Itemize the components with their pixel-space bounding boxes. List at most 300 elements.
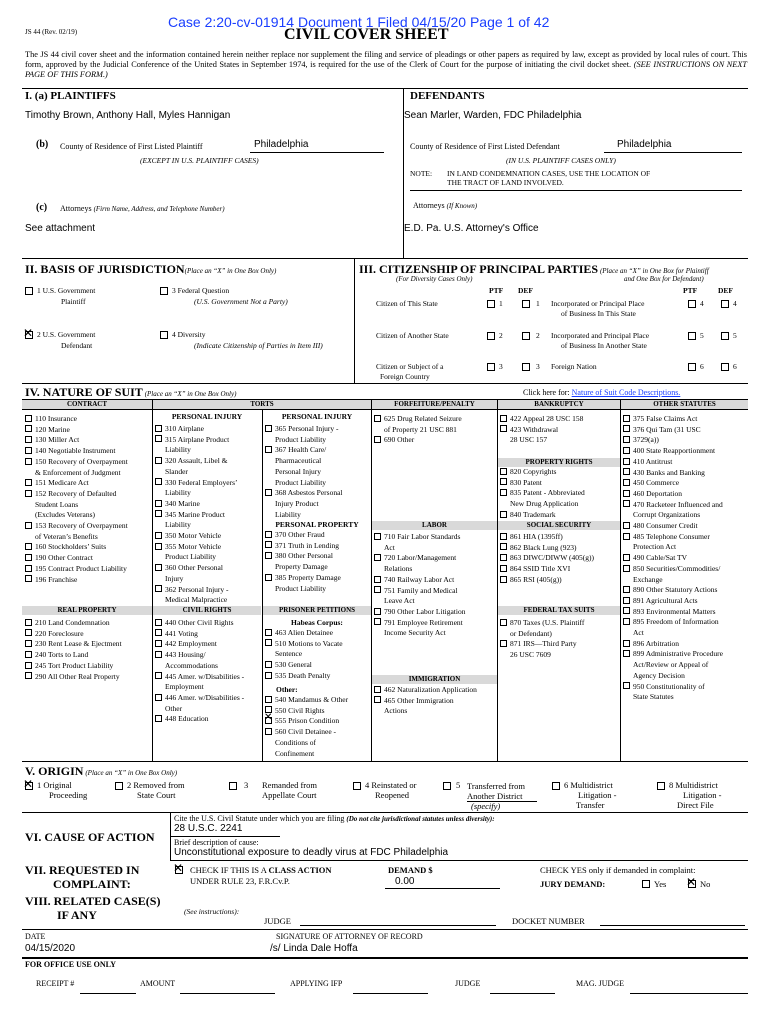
nos-item: Sentence (275, 649, 303, 659)
cit-row2-rn2: 5 (733, 331, 737, 340)
nos-item[interactable]: 465 Other Immigration (374, 696, 477, 707)
nos-item[interactable]: 220 Foreclosure (25, 629, 122, 640)
nos-item[interactable]: 355 Motor Vehicle (155, 542, 237, 553)
origin-8-checkbox[interactable] (657, 782, 665, 790)
nos-item[interactable]: 196 Franchise (25, 575, 128, 586)
nos-checkbox[interactable] (25, 565, 32, 572)
nos-item[interactable]: 470 Racketeer Influenced and (623, 500, 723, 511)
nos-checkbox[interactable] (265, 661, 272, 668)
nos-checkbox[interactable] (25, 543, 32, 550)
jurisdiction-title: II. BASIS OF JURISDICTION(Place an “X” in One Box Only) (25, 262, 277, 276)
nos-checkbox[interactable] (374, 533, 381, 540)
origin-6: 6 Multidistrict Litigation - Transfer (564, 780, 617, 810)
nos-item[interactable]: 151 Medicare Act (25, 478, 128, 489)
nos-checkbox[interactable] (155, 694, 162, 701)
jury-label: JURY DEMAND: (540, 879, 606, 889)
nos-checkbox[interactable] (155, 715, 162, 722)
nos-checkbox[interactable] (500, 543, 507, 550)
nos-checkbox[interactable] (25, 672, 32, 679)
nos-item: or Defendant) (510, 628, 552, 638)
nos-checkbox[interactable] (25, 490, 32, 497)
cit-row1-ptf[interactable] (487, 300, 495, 308)
nos-checkbox[interactable] (155, 651, 162, 658)
nos-checkbox[interactable] (25, 479, 32, 486)
nos-checkbox[interactable] (25, 575, 32, 582)
cit-row2-n2: 2 (536, 331, 540, 340)
nos-item[interactable]: 195 Contract Product Liability (25, 564, 128, 575)
nos-checkbox[interactable] (500, 640, 507, 647)
nos-item: Act (384, 542, 395, 552)
form-id: JS 44 (Rev. 02/19) (25, 28, 78, 36)
nos-item[interactable]: 310 Airplane (155, 424, 237, 435)
nos-checkbox[interactable] (25, 662, 32, 669)
nos-item[interactable]: 862 Black Lung (923) (500, 543, 594, 554)
nos-item[interactable]: 423 Withdrawal (500, 425, 583, 436)
nos-item[interactable]: 340 Marine (155, 499, 237, 510)
nos-checkbox[interactable] (623, 682, 630, 689)
nos-item[interactable]: 550 Civil Rights (265, 706, 348, 717)
nos-item[interactable]: 690 Other (374, 435, 462, 446)
immigration-list (374, 685, 477, 717)
nos-item: (Excludes Veterans) (35, 510, 96, 520)
origin-4-checkbox[interactable] (353, 782, 361, 790)
jury-no: No (700, 879, 711, 889)
nos-checkbox[interactable] (623, 447, 630, 454)
nos-checkbox[interactable] (25, 436, 32, 443)
nos-item[interactable]: 820 Copyrights (500, 467, 585, 478)
jurisdiction-4-checkbox[interactable] (160, 331, 168, 339)
nos-item: Injury Product (275, 498, 319, 508)
check-yes: CHECK YES only if demanded in complaint: (540, 865, 696, 875)
demand-label: DEMAND $ (388, 865, 433, 875)
nos-item[interactable]: 245 Tort Product Liability (25, 661, 122, 672)
nos-checkbox[interactable] (623, 490, 630, 497)
applying-label: APPLYING IFP (290, 979, 343, 988)
cit-row2-ptf-r[interactable] (688, 332, 696, 340)
nos-checkbox[interactable] (374, 576, 381, 583)
origin-5-checkbox[interactable] (443, 782, 451, 790)
nos-item[interactable]: 3729(a)) (623, 435, 723, 446)
nos-item[interactable]: 864 SSID Title XVI (500, 564, 594, 575)
cit-row1-def[interactable] (522, 300, 530, 308)
jurisdiction-1: 1 U.S. Government Plaintiff (37, 286, 96, 306)
nos-checkbox[interactable] (155, 672, 162, 679)
residence-plaintiff-value[interactable]: Philadelphia (254, 139, 309, 150)
nos-checkbox[interactable] (265, 552, 272, 559)
nos-item[interactable]: 895 Freedom of Information (623, 617, 723, 628)
nos-item[interactable]: 442 Employment (155, 639, 244, 650)
nos-item[interactable]: 540 Mandamus & Other (265, 695, 348, 706)
prisoner2-list (265, 695, 348, 759)
nos-item: Slander (165, 466, 188, 476)
cit-row1-n2: 1 (536, 299, 540, 308)
nos-item[interactable]: 893 Environmental Matters (623, 607, 723, 618)
nos-checkbox[interactable] (25, 640, 32, 647)
cit-row3-ptf-r[interactable] (688, 363, 696, 371)
nos-checkbox[interactable] (374, 586, 381, 593)
ptf-header: PTF (489, 286, 504, 295)
signature-label: SIGNATURE OF ATTORNEY OF RECORD (276, 932, 423, 941)
nos-checkbox-checked[interactable]: ✕ (264, 712, 273, 724)
note-label: NOTE: (410, 169, 433, 178)
except-note: (EXCEPT IN U.S. PLAINTIFF CASES) (140, 156, 259, 165)
habeas-label: Habeas Corpus: (291, 618, 343, 627)
nos-checkbox[interactable] (500, 565, 507, 572)
nos-item[interactable]: 450 Commerce (623, 478, 723, 489)
real-property-list (25, 618, 122, 682)
nos-checkbox[interactable] (623, 479, 630, 486)
labor-head: LABOR (372, 521, 497, 530)
nos-item[interactable]: 560 Civil Detainee - (265, 727, 348, 738)
civil-rights-list (155, 618, 244, 725)
other-label: Other: (276, 685, 298, 694)
nos-checkbox[interactable] (623, 425, 630, 432)
nos-checkbox[interactable] (155, 435, 162, 442)
nos-checkbox[interactable] (500, 415, 507, 422)
related-title: VIII. RELATED CASE(S) IF ANY (25, 894, 161, 922)
jury-yes: Yes (654, 879, 667, 889)
nos-checkbox[interactable] (623, 618, 630, 625)
nos-item[interactable]: 861 HIA (1395ff) (500, 532, 594, 543)
nos-item[interactable]: 830 Patent (500, 478, 585, 489)
nos-item[interactable]: 751 Family and Medical (374, 586, 465, 597)
nos-item[interactable]: 720 Labor/Management (374, 553, 465, 564)
nos-item: Property Damage (275, 562, 328, 572)
nos-item[interactable]: 190 Other Contract (25, 553, 128, 564)
nos-item[interactable]: 535 Death Penalty (265, 671, 343, 682)
nos-item[interactable]: 400 State Reapportionment (623, 446, 723, 457)
nos-checkbox[interactable] (155, 564, 162, 571)
cit-row3-n: 3 (499, 362, 503, 371)
office-judge-label: JUDGE (455, 979, 481, 988)
nos-item: Leave Act (384, 596, 415, 606)
nos-checkbox[interactable] (500, 511, 507, 518)
nos-item[interactable]: 462 Naturalization Application (374, 685, 477, 696)
nos-item[interactable]: 740 Railway Labor Act (374, 575, 465, 586)
origin-5: Transferred from Another District (specify) (467, 781, 525, 811)
nos-checkbox[interactable] (25, 458, 32, 465)
nos-item[interactable]: 422 Appeal 28 USC 158 (500, 414, 583, 425)
nos-item[interactable]: 625 Drug Related Seizure (374, 414, 462, 425)
nos-item[interactable]: 330 Federal Employers’ (155, 478, 237, 489)
nos-item[interactable]: 410 Antitrust (623, 457, 723, 468)
nos-checkbox[interactable] (374, 415, 381, 422)
nos-checkbox[interactable] (623, 436, 630, 443)
nos-checkbox[interactable] (155, 478, 162, 485)
residence-defendant-value[interactable]: Philadelphia (617, 139, 672, 150)
nos-checkbox[interactable] (623, 554, 630, 561)
nos-item: Liability (165, 520, 191, 530)
nos-checkbox[interactable] (623, 650, 630, 657)
nos-checkbox[interactable] (500, 468, 507, 475)
class-action-checkbox[interactable] (175, 866, 183, 874)
def-attorneys-value[interactable]: E.D. Pa. U.S. Attorney's Office (404, 223, 539, 234)
nos-checkbox[interactable] (25, 415, 32, 422)
office-title: FOR OFFICE USE ONLY (25, 960, 117, 969)
nos-item[interactable]: 870 Taxes (U.S. Plaintiff (500, 618, 584, 629)
jury-no-checkbox[interactable] (688, 880, 696, 888)
in-us-note: (IN U.S. PLAINTIFF CASES ONLY) (506, 156, 616, 165)
nos-item[interactable]: 380 Other Personal (265, 551, 341, 562)
nos-item: Employment (165, 682, 204, 692)
b-label: (b) (36, 139, 49, 150)
cit-row3-rn2: 6 (733, 362, 737, 371)
attorneys-label: Attorneys (Firm Name, Address, and Telephone Number) (60, 204, 225, 213)
nos-item[interactable]: 376 Qui Tam (31 USC (623, 425, 723, 436)
nos-item: Act/Review or Appeal of (633, 660, 709, 670)
plaintiffs-value[interactable]: Timothy Brown, Anthony Hall, Myles Hannigan (25, 110, 231, 121)
nos-item[interactable]: 152 Recovery of Defaulted (25, 489, 128, 500)
nos-item[interactable]: 485 Telephone Consumer (623, 532, 723, 543)
nos-checkbox[interactable] (623, 597, 630, 604)
social-security-list (500, 532, 594, 586)
nos-checkbox[interactable] (623, 565, 630, 572)
jurisdiction-4: 4 Diversity (Indicate Citizenship of Parties in Item III) (172, 330, 323, 350)
nos-item[interactable]: 362 Personal Injury - (155, 585, 237, 596)
personal-injury-list (155, 424, 237, 606)
date-value[interactable]: 04/15/2020 (25, 943, 76, 954)
nos-checkbox[interactable] (500, 489, 507, 496)
nos-checkbox[interactable] (265, 446, 272, 453)
nos-item[interactable]: 315 Airplane Product (155, 435, 237, 446)
nos-checkbox[interactable] (25, 447, 32, 454)
cit-row2-ptf[interactable] (487, 332, 495, 340)
nos-checkbox[interactable] (155, 532, 162, 539)
nos-item[interactable]: 863 DIWC/DIWW (405(g)) (500, 553, 594, 564)
nos-checkbox[interactable] (500, 554, 507, 561)
nos-item[interactable]: 160 Stockholders’ Suits (25, 542, 128, 553)
nos-item[interactable]: 210 Land Condemnation (25, 618, 122, 629)
nos-checkbox[interactable] (155, 585, 162, 592)
related-judge-label: JUDGE (264, 916, 291, 926)
nos-checkbox[interactable] (265, 728, 272, 735)
nos-item: Personal Injury (275, 466, 322, 476)
labor-list (374, 532, 465, 639)
nature-link[interactable]: Click here for: Nature of Suit Code Descriptions. (523, 388, 681, 397)
nos-checkbox[interactable] (155, 543, 162, 550)
nos-item: Product Liability (275, 434, 327, 444)
nos-checkbox[interactable] (623, 500, 630, 507)
nos-item[interactable]: 445 Amer. w/Disabilities - (155, 672, 244, 683)
nos-checkbox[interactable] (623, 415, 630, 422)
nos-checkbox[interactable] (155, 500, 162, 507)
nos-item[interactable]: 130 Miller Act (25, 435, 128, 446)
statute-value[interactable]: 28 U.S.C. 2241 (174, 823, 243, 834)
nos-item[interactable]: 371 Truth in Lending (265, 541, 341, 552)
nos-item[interactable]: 840 Trademark (500, 510, 585, 521)
nos-checkbox[interactable] (500, 576, 507, 583)
related-hint: (See instructions): (184, 907, 240, 916)
cit-row3-def[interactable] (522, 363, 530, 371)
nos-checkbox[interactable] (623, 533, 630, 540)
nos-checkbox[interactable] (374, 554, 381, 561)
cit-row1-n: 1 (499, 299, 503, 308)
nos-item[interactable]: ✕ 555 Prison Condition (264, 712, 340, 726)
cit-row1-ptf-r[interactable] (688, 300, 696, 308)
nos-item[interactable]: 370 Other Fraud (265, 530, 341, 541)
nos-checkbox[interactable] (25, 651, 32, 658)
nos-checkbox[interactable] (374, 686, 381, 693)
nos-item[interactable]: 448 Education (155, 714, 244, 725)
nos-checkbox[interactable] (155, 629, 162, 636)
nos-item[interactable]: 385 Property Damage (265, 573, 341, 584)
nos-checkbox[interactable] (265, 672, 272, 679)
nos-item: Product Liability (275, 583, 327, 593)
nos-item[interactable]: 950 Constitutionality of (623, 682, 723, 693)
nos-item[interactable]: 320 Assault, Libel & (155, 456, 237, 467)
nos-checkbox[interactable] (265, 629, 272, 636)
nos-item[interactable]: 140 Negotiable Instrument (25, 446, 128, 457)
nos-item[interactable]: 891 Agricultural Acts (623, 596, 723, 607)
nos-item[interactable]: 899 Administrative Procedure (623, 649, 723, 660)
nos-item[interactable]: 850 Securities/Commodities/ (623, 564, 723, 575)
nos-checkbox[interactable] (25, 629, 32, 636)
nos-item[interactable]: 350 Motor Vehicle (155, 531, 237, 542)
nos-item: Pharmaceutical (275, 456, 322, 466)
cit-row2-rn: 5 (700, 331, 704, 340)
nos-checkbox[interactable] (265, 574, 272, 581)
nos-checkbox[interactable] (500, 425, 507, 432)
col-bankruptcy: BANKRUPTCY (498, 400, 620, 409)
nos-checkbox[interactable] (623, 458, 630, 465)
class-action: CHECK IF THIS IS A CLASS ACTION UNDER RULE 23, F.R.Cv.P. (190, 865, 332, 886)
nos-checkbox[interactable] (265, 541, 272, 548)
col-other: OTHER STATUTES (621, 400, 748, 409)
nos-item: Protection Act (633, 542, 677, 552)
nos-item[interactable]: 463 Alien Detainee (265, 628, 343, 639)
origin-3-checkbox[interactable] (229, 782, 237, 790)
origin-2-checkbox[interactable] (115, 782, 123, 790)
nos-item[interactable]: 150 Recovery of Overpayment (25, 457, 128, 468)
nos-checkbox[interactable] (155, 640, 162, 647)
nos-item[interactable]: 896 Arbitration (623, 639, 723, 650)
demand-value[interactable]: 0.00 (395, 876, 415, 887)
nos-checkbox[interactable] (155, 425, 162, 432)
nos-item[interactable]: 510 Motions to Vacate (265, 639, 343, 650)
nos-checkbox[interactable] (155, 619, 162, 626)
cit-row2-def[interactable] (522, 332, 530, 340)
nos-checkbox[interactable] (25, 619, 32, 626)
nos-item: Liability (165, 488, 191, 498)
cit-row1-def-r[interactable] (721, 300, 729, 308)
nos-checkbox[interactable] (25, 425, 32, 432)
cit-row3-def-r[interactable] (721, 363, 729, 371)
mag-judge-label: MAG. JUDGE (576, 979, 624, 988)
nos-item[interactable]: 153 Recovery of Overpayment (25, 521, 128, 532)
contract-list (25, 414, 128, 585)
nos-item[interactable]: 365 Personal Injury - (265, 424, 343, 435)
nos-item[interactable]: 440 Other Civil Rights (155, 618, 244, 629)
cit-row3-ptf[interactable] (487, 363, 495, 371)
nos-checkbox[interactable] (155, 457, 162, 464)
nos-item[interactable]: 290 All Other Real Property (25, 672, 122, 683)
nos-item[interactable]: 360 Other Personal (155, 563, 237, 574)
nos-checkbox[interactable] (623, 468, 630, 475)
nos-checkbox[interactable] (500, 478, 507, 485)
nos-checkbox[interactable] (500, 533, 507, 540)
amount-label: AMOUNT (140, 979, 176, 988)
nos-item[interactable]: 368 Asbestos Personal (265, 488, 343, 499)
defendants-value[interactable]: Sean Marler, Warden, FDC Philadelphia (404, 110, 582, 121)
nos-item[interactable]: 871 IRS—Third Party (500, 639, 584, 650)
nos-checkbox[interactable] (623, 607, 630, 614)
nos-checkbox[interactable] (265, 639, 272, 646)
nos-item[interactable]: 240 Torts to Land (25, 650, 122, 661)
nos-item[interactable]: 791 Employee Retirement (374, 618, 465, 629)
nos-checkbox[interactable] (374, 608, 381, 615)
nos-checkbox[interactable] (374, 696, 381, 703)
nos-item[interactable]: 120 Marine (25, 425, 128, 436)
nos-item: of Veteran’s Benefits (35, 531, 98, 541)
nos-item[interactable]: 441 Voting (155, 629, 244, 640)
attorneys-value[interactable]: See attachment (25, 223, 96, 234)
nos-item[interactable]: 835 Patent - Abbreviated (500, 488, 585, 499)
jurisdiction-1-checkbox[interactable] (25, 287, 33, 295)
nos-checkbox[interactable] (374, 436, 381, 443)
social-security-head: SOCIAL SECURITY (498, 521, 620, 530)
cit-row3-rn: 6 (700, 362, 704, 371)
nos-item: Injury (165, 573, 184, 583)
nos-item[interactable]: 345 Marine Product (155, 510, 237, 521)
nos-checkbox[interactable] (623, 586, 630, 593)
date-label: DATE (25, 932, 46, 941)
nos-checkbox[interactable] (623, 522, 630, 529)
nos-item[interactable]: 443 Housing/ (155, 650, 244, 661)
nos-checkbox[interactable] (623, 640, 630, 647)
nos-checkbox[interactable] (500, 619, 507, 626)
nos-item[interactable]: 865 RSI (405(g)) (500, 575, 594, 586)
nos-checkbox[interactable] (25, 522, 32, 529)
cit-row1: Citizen of This State (376, 299, 438, 308)
prisoner-list (265, 628, 343, 682)
nos-item[interactable]: 890 Other Statutory Actions (623, 585, 723, 596)
nos-checkbox[interactable] (265, 425, 272, 432)
jurisdiction-3-checkbox[interactable] (160, 287, 168, 295)
nos-item[interactable]: 110 Insurance (25, 414, 128, 425)
nos-checkbox[interactable] (265, 696, 272, 703)
nos-checkbox[interactable] (155, 510, 162, 517)
nos-item[interactable]: 480 Consumer Credit (623, 521, 723, 532)
nos-item[interactable]: 790 Other Labor Litigation (374, 607, 465, 618)
nos-item[interactable]: 230 Rent Lease & Ejectment (25, 639, 122, 650)
nos-item: State Statutes (633, 692, 674, 702)
signature-value[interactable]: /s/ Linda Dale Hoffa (270, 943, 358, 954)
nos-checkbox[interactable] (25, 554, 32, 561)
nos-item[interactable]: 375 False Claims Act (623, 414, 723, 425)
nos-checkbox[interactable] (265, 489, 272, 496)
nos-item[interactable]: 446 Amer. w/Disabilities - (155, 693, 244, 704)
brief-value[interactable]: Unconstitutional exposure to deadly virus at FDC Philadelphia (174, 847, 449, 858)
nos-item[interactable]: 490 Cable/Sat TV (623, 553, 723, 564)
cit-row2-def-r[interactable] (721, 332, 729, 340)
nos-item[interactable]: 430 Banks and Banking (623, 468, 723, 479)
nos-checkbox[interactable] (374, 618, 381, 625)
nos-item[interactable]: 367 Health Care/ (265, 445, 343, 456)
jurisdiction-2-checkbox[interactable] (25, 331, 33, 339)
nos-item: Other (165, 703, 183, 713)
brief-label: Brief description of cause: (174, 838, 259, 847)
origin-6-checkbox[interactable] (552, 782, 560, 790)
origin-1-checkbox[interactable] (25, 782, 33, 790)
nos-item[interactable]: 710 Fair Labor Standards (374, 532, 465, 543)
note-text: IN LAND CONDEMNATION CASES, USE THE LOCATION OF THE TRACT OF LAND INVOLVED. (447, 169, 651, 187)
nos-checkbox[interactable] (265, 531, 272, 538)
nos-item[interactable]: 460 Deportation (623, 489, 723, 500)
nos-item[interactable]: 530 General (265, 660, 343, 671)
origin-8: 8 Multidistrict Litigation - Direct File (669, 780, 722, 810)
residence-defendant-label: County of Residence of First Listed Defendant (410, 142, 560, 151)
jury-yes-checkbox[interactable] (642, 880, 650, 888)
